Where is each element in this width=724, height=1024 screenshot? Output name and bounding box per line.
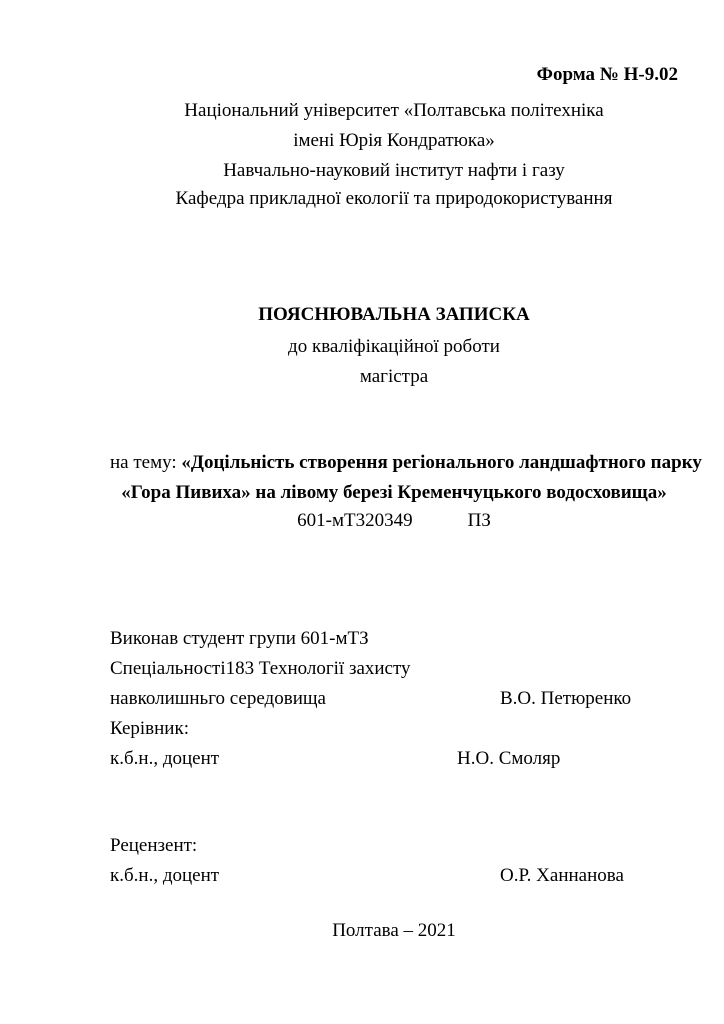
- university-name-line1: Національний університет «Полтавська політехніка: [184, 100, 604, 121]
- executor-name: В.О. Петюренко: [500, 688, 632, 709]
- reviewer-name: О.Р. Ханнанова: [500, 865, 624, 886]
- executor-row: [110, 684, 678, 714]
- topic-line-1: [110, 448, 702, 478]
- reviewer-row: [110, 861, 678, 891]
- work-code-line: [110, 506, 678, 536]
- institute-name: Навчально-науковий інститут нафти і газу: [223, 160, 565, 181]
- reviewer-degree: к.б.н., доцент: [110, 865, 220, 886]
- topic-title-part-2: «Гора Пивиха» на лівому березі Кременчуцького водосховища»: [121, 482, 667, 503]
- department-name: Кафедра прикладної екології та природокористування: [175, 188, 613, 209]
- supervisor-row: [110, 744, 678, 774]
- form-number: Форма № Н-9.02: [536, 64, 678, 85]
- topic-prefix: на тему:: [110, 452, 182, 473]
- work-code-suffix: ПЗ: [467, 510, 491, 531]
- work-code: 601-мТ320349: [297, 510, 413, 531]
- document-title: ПОЯСНЮВАЛЬНА ЗАПИСКА: [258, 304, 530, 325]
- document-subtitle-2: магістра: [359, 366, 429, 387]
- topic-title-part-1: «Доцільність створення регіонального ландшафтного парку: [181, 452, 702, 473]
- reviewer-label: Рецензент:: [110, 835, 198, 856]
- executor-line-3: навколишньго середовища: [110, 688, 326, 709]
- executor-line-2: Спеціальності183 Технології захисту: [110, 658, 411, 679]
- document-subtitle-1: до кваліфікаційної роботи: [288, 336, 500, 357]
- supervisor-label: Керівник:: [110, 718, 189, 739]
- city-year-footer: Полтава – 2021: [332, 920, 456, 941]
- supervisor-degree: к.б.н., доцент: [110, 748, 220, 769]
- executor-line-1: Виконав студент групи 601-мТЗ: [110, 628, 369, 649]
- university-name-line2: імені Юрія Кондратюка»: [293, 130, 495, 151]
- supervisor-name: Н.О. Смоляр: [457, 748, 561, 769]
